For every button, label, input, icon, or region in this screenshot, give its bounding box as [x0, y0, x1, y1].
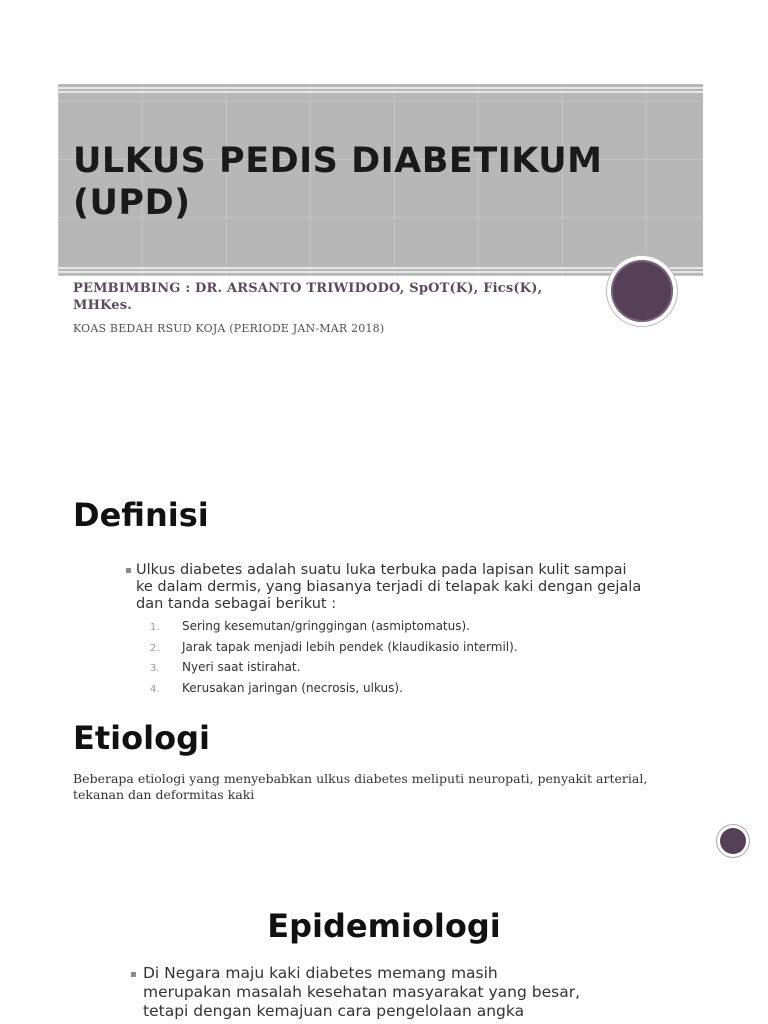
etiologi-heading: Etiologi: [73, 719, 210, 757]
definisi-bullet: [125, 562, 645, 613]
list-item-number: 3.: [150, 663, 160, 674]
banner-top-stripe: [58, 87, 703, 89]
list-item-number: 1.: [150, 622, 160, 633]
epidemiologi-bullet-text: Di Negara maju kaki diabetes memang masih merupakan masalah kesehatan masyarakat yang besar, tetapi dengan kemajuan cara pengelolaan angka: [143, 964, 580, 1020]
etiologi-text: Beberapa etiologi yang menyebabkan ulkus diabetes meliputi neuropati, penyakit arterial, tekanan dan deformitas kaki: [73, 771, 648, 802]
decorative-circle: [611, 260, 673, 322]
list-item-text: Jarak tapak menjadi lebih pendek (klaudikasio intermil).: [182, 640, 518, 654]
definisi-bullet-text: Ulkus diabetes adalah suatu luka terbuka pada lapisan kulit sampai ke dalam dermis, yang biasanya terjadi di telapak kaki dengan gejala dan tanda sebagai berikut :: [136, 562, 642, 612]
list-item: [150, 660, 300, 676]
epidemiologi-heading: Epidemiologi: [267, 907, 501, 945]
slide-subtitle: KOAS BEDAH RSUD KOJA (PERIODE JAN-MAR 2018): [73, 322, 385, 335]
list-item-text: Sering kesemutan/gringgingan (asmiptomatus).: [182, 619, 470, 633]
title-slide: [0, 0, 768, 470]
list-item-number: 2.: [150, 643, 160, 654]
list-item-number: 4.: [150, 684, 160, 695]
supervisor-text: PEMBIMBING : DR. ARSANTO TRIWIDODO, SpOT(K), Fics(K), MHKes.: [73, 281, 543, 313]
banner-top-stripe-2: [58, 91, 703, 93]
banner-bottom-stripe: [58, 267, 703, 269]
list-item-text: Kerusakan jaringan (necrosis, ulkus).: [182, 681, 403, 695]
list-item: [150, 640, 518, 656]
epidemiologi-bullet: [130, 964, 650, 1021]
decorative-circle: [720, 828, 746, 854]
list-item: [150, 619, 470, 635]
list-item-text: Nyeri saat istirahat.: [182, 660, 301, 674]
definisi-heading: Definisi: [73, 496, 209, 534]
slide-title: ULKUS PEDIS DIABETIKUM (UPD): [73, 141, 603, 223]
banner-bottom-stripe-2: [58, 271, 703, 273]
list-item: [150, 681, 403, 697]
bullet-marker: ▪: [125, 565, 132, 576]
bullet-marker: ▪: [130, 969, 137, 980]
